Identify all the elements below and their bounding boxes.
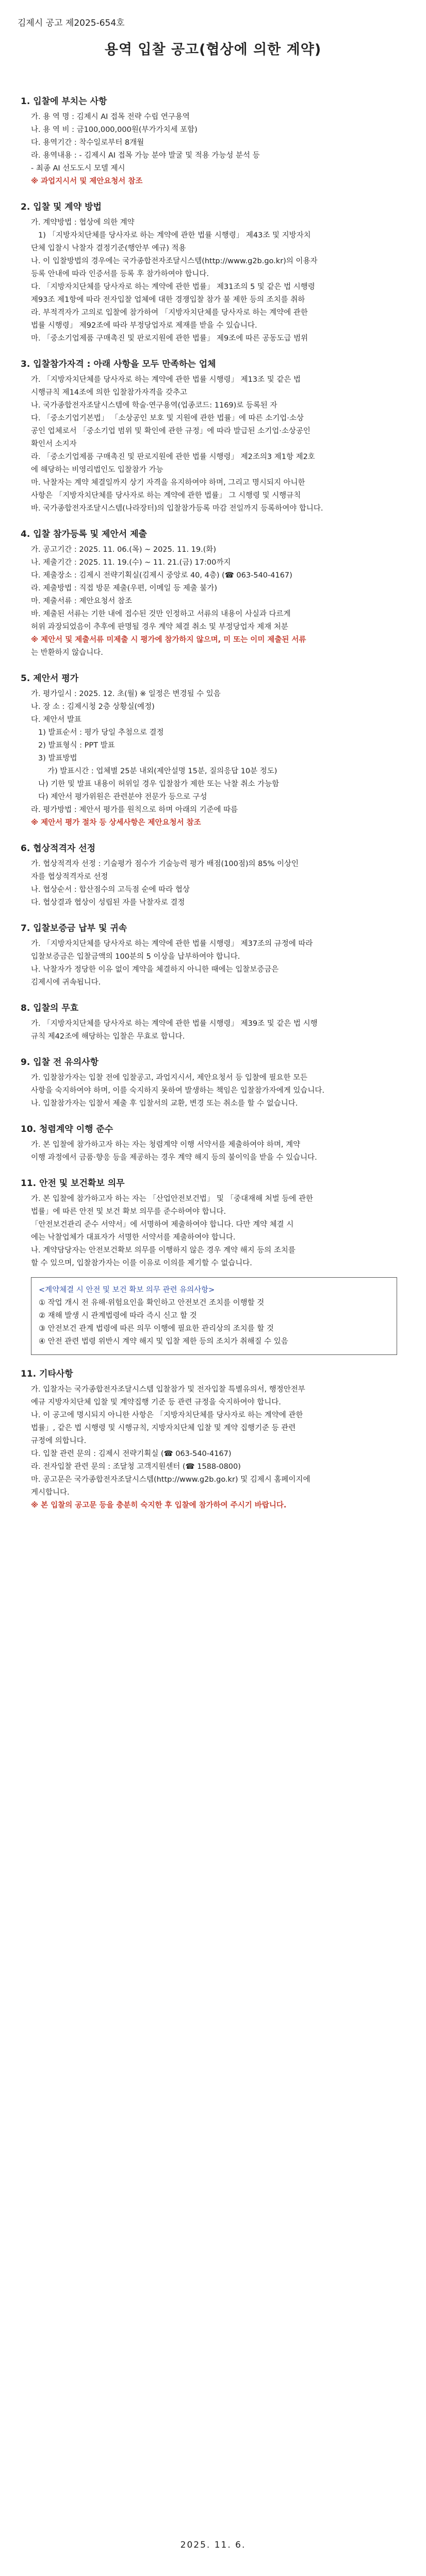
section-line: 3) 발표방법 <box>38 754 77 762</box>
notice-body <box>21 82 405 1512</box>
section-line: 라. 전자입찰 관련 문의 : 조달청 고객지원센터 (☎ 1588-0800) <box>31 1463 241 1471</box>
section-title: 9. 입찰 전 유의사항 <box>21 1057 99 1067</box>
section <box>21 357 405 515</box>
section-line: 1) 발표순서 : 평가 당일 추첨으로 결정 <box>38 728 164 737</box>
section-line: 마. 제출서류 : 제안요청서 참조 <box>31 597 133 605</box>
section-line: 다. 제출장소 : 김제시 전략기획실(김제시 중앙로 40, 4층) (☎ 063-540-4167) <box>31 571 292 580</box>
section-line: 마. 「중소기업제품 구매촉진 및 판로지원에 관한 법률」 제9조에 따른 공동도급 범위 <box>31 334 308 343</box>
section-line: 나. 장 소 : 김제시청 2층 상황실(예정) <box>31 703 155 711</box>
box-line: ③ 안전보건 관계 법령에 따른 의무 이행에 필요한 관리상의 조치를 할 것 <box>39 1325 274 1333</box>
section <box>21 94 405 188</box>
section-line: 나. 이 공고에 명시되지 아니한 사항은 「지방자치단체를 당사자로 하는 계약에 관한 <box>31 1411 303 1419</box>
section-line: - 최종 AI 선도도시 모델 제시 <box>31 164 125 173</box>
section <box>21 1055 405 1110</box>
notice-box <box>31 1277 397 1355</box>
section-line: 가. 「지방자치단체를 당사자로 하는 계약에 관한 법률 시행령」 제13조 및 같은 법 <box>31 376 301 384</box>
section-line: 라. 용역내용 : - 김제시 AI 접목 가능 분야 발굴 및 적용 가능성 분석 등 <box>31 151 260 160</box>
section-line: 에 해당하는 비영리법인도 입찰참가 가능 <box>31 466 163 474</box>
section-line: 「안전보건관리 준수 서약서」에 서명하여 제출하여야 합니다. 다만 계약 체결 시 <box>31 1221 294 1229</box>
section-line: 가. 입찰참가자는 입찰 전에 입찰공고, 과업지시서, 제안요청서 등 입찰에 필요한 모든 <box>31 1074 308 1082</box>
section-title: 6. 협상적격자 선정 <box>21 843 96 854</box>
section-line: 제93조 제1항에 따라 전자입찰 업체에 대한 경쟁입찰 참가 불 제한 등의 조치를 취하 <box>31 296 305 304</box>
section-title: 11. 기타사항 <box>21 1369 73 1379</box>
section-line: 라. 부적격자가 고의로 입찰에 참가하여 「지방자치단체를 당사자로 하는 계약에 관한 <box>31 309 308 317</box>
section <box>21 199 405 345</box>
section-line: 허위 과장되었음이 추후에 판명될 경우 계약 체결 취소 및 부정당업자 제재 처분 <box>31 623 288 631</box>
box-line: ① 작업 개시 전 유해·위험요인을 확인하고 안전보건 조치를 이행할 것 <box>39 1299 265 1307</box>
section-line: 법률」에 따른 안전 및 보건 확보 의무를 준수하여야 합니다. <box>31 1208 226 1216</box>
section-line: 단체 입찰시 낙찰자 결정기준(행안부 예규) 적용 <box>31 244 186 252</box>
section-line: 공인 업체로서 「중소기업 범위 및 확인에 관한 규정」에 따라 발급된 소기업·소상공인 <box>31 427 310 435</box>
section-line: 법률」, 같은 법 시행령 및 시행규칙, 지방자치단체 입찰 및 계약 집행기준 등 관련 <box>31 1424 296 1432</box>
section-line: ※ 과업지시서 및 제안요청서 참조 <box>31 177 143 185</box>
section-line: 바. 국가종합전자조달시스템(나라장터)의 입찰참가등록 마감 전일까지 등록하여야 합니다. <box>31 504 323 513</box>
section-line: 가. 「지방자치단체를 당사자로 하는 계약에 관한 법률 시행령」 제39조 및 같은 법 시행 <box>31 1020 318 1028</box>
section-line: 바. 제출된 서류는 기한 내에 접수된 것만 인정하고 서류의 내용이 사실과 다르게 <box>31 610 291 618</box>
section-title: 3. 입찰참가자격 : 아래 사항을 모두 만족하는 업체 <box>21 359 216 369</box>
section-title: 4. 입찰 참가등록 및 제안서 제출 <box>21 529 147 539</box>
section-line: ※ 본 입찰의 공고문 등을 충분히 숙지한 후 입찰에 참가하여 주시기 바랍니다. <box>31 1501 287 1510</box>
section <box>21 1122 405 1164</box>
section <box>21 1176 405 1218</box>
section-line: 라. 제출방법 : 직접 방문 제출(우편, 이메일 등 제출 불가) <box>31 584 218 592</box>
section-line: 가. 입찰자는 국가종합전자조달시스템 입찰참가 및 전자입찰 특별유의서, 행정안전부 <box>31 1385 305 1394</box>
section-line: 마. 공고문은 국가종합전자조달시스템(http://www.g2b.go.kr) 및 김제시 홈페이지에 <box>31 1476 310 1484</box>
section-title: 11. 안전 및 보건확보 의무 <box>21 1178 125 1189</box>
section-line: 에는 낙찰업체가 대표자가 서명한 서약서를 제출하여야 합니다. <box>31 1233 236 1242</box>
section-line: 라. 평가방법 : 제안서 평가를 원칙으로 하며 아래의 기준에 따름 <box>31 806 238 814</box>
section-line: 가. 공고기간 : 2025. 11. 06.(목) ~ 2025. 11. 19.(화) <box>31 546 217 554</box>
section-line: ※ 제안서 평가 절차 등 상세사항은 제안요청서 참조 <box>31 819 201 827</box>
section-line: 나. 국가종합전자조달시스템에 학술·연구용역(업종코드: 1169)로 등록된 자 <box>31 401 277 410</box>
section <box>21 1218 405 1355</box>
section-line: 다. 「지방자치단체를 당사자로 하는 계약에 관한 법률」 제31조의 5 및 같은 법 시행령 <box>31 283 315 291</box>
section <box>21 921 405 989</box>
section-line: 법률 시행령」 제92조에 따라 부정당업자로 제재를 받을 수 있습니다. <box>31 321 257 330</box>
section-line: 이행 과정에서 금품·향응 등을 제공하는 경우 계약 해지 등의 불이익을 받을 수 있습니다. <box>31 1154 317 1162</box>
section-line: 는 반환하지 않습니다. <box>31 649 103 657</box>
box-line: ② 재해 발생 시 관계법령에 따라 즉시 신고 할 것 <box>39 1312 197 1320</box>
section-line: 나. 낙찰자가 정당한 이유 없이 계약을 체결하지 아니한 때에는 입찰보증금은 <box>31 965 279 974</box>
section-line: 나. 이 입찰방법의 경우에는 국가종합전자조달시스템(http://www.g2b.go.kr)의 이용자 <box>31 257 318 265</box>
section-line: 나. 협상순서 : 합산점수의 고득점 순에 따라 협상 <box>31 886 190 894</box>
section-line: 가. 용 역 명 : 김제시 AI 접목 전략 수립 연구용역 <box>31 113 190 121</box>
section-line: 라. 「중소기업제품 구매촉진 및 판로지원에 관한 법률 시행령」 제2조의3 제1항 제2호 <box>31 453 315 461</box>
section-line: 확인서 소지자 <box>31 440 77 448</box>
section-line: 입찰보증금은 입찰금액의 100분의 5 이상을 납부하여야 합니다. <box>31 953 240 961</box>
section-line: 가) 발표시간 : 업체별 25분 내외(제안설명 15분, 질의응답 10분 정도) <box>47 767 277 775</box>
section-line: 게시합니다. <box>31 1488 70 1497</box>
section-line: 1) 「지방자치단체를 당사자로 하는 계약에 관한 법률 시행령」 제43조 및 지방자치 <box>38 231 311 240</box>
section-line: 사항을 숙지하여야 하며, 이를 숙지하지 못하여 발생하는 책임은 입찰참가자에게 있습니다. <box>31 1087 324 1095</box>
page-title: 용역 입찰 공고(협상에 의한 계약) <box>104 42 322 58</box>
section-line: 다) 제안서 평가위원은 관련분야 전문가 등으로 구성 <box>38 793 207 801</box>
section-line: 다. 협상결과 협상이 성립된 자를 낙찰자로 결정 <box>31 899 185 907</box>
section-line: 나. 입찰참가자는 입찰서 제출 후 입찰서의 교환, 변경 또는 취소를 할 수 없습니다. <box>31 1099 298 1108</box>
section-line: 가. 본 입찰에 참가하고자 하는 자는 「산업안전보건법」 및 「중대재해 처벌 등에 관한 <box>31 1195 314 1203</box>
section-line: 김제시에 귀속됩니다. <box>31 978 101 987</box>
section-title: 2. 입찰 및 계약 방법 <box>21 202 102 212</box>
section-line: 다. 용역기간 : 착수일로부터 8개월 <box>31 139 144 147</box>
section-line: 마. 낙찰자는 계약 체결일까지 상기 자격을 유지하여야 하며, 그리고 명시되지 아니한 <box>31 479 305 487</box>
notice-number: 김제시 공고 제2025-654호 <box>18 18 125 28</box>
section-title: 1. 입찰에 부치는 사항 <box>21 96 107 107</box>
section-line: 가. 평가일시 : 2025. 12. 초(월) ※ 일정은 변경될 수 있음 <box>31 690 221 698</box>
section-line: 사항은 「지방자치단체를 당사자로 하는 계약에 관한 법률」 그 시행령 및 시행규칙 <box>31 492 301 500</box>
section <box>21 671 405 829</box>
section-line: 규칙 제42조에 해당하는 입찰은 무효로 합니다. <box>31 1032 185 1041</box>
section <box>21 1001 405 1043</box>
section-line: 규정에 의합니다. <box>31 1437 87 1445</box>
section-title: 8. 입찰의 무효 <box>21 1003 79 1013</box>
section-line: 2) 발표형식 : PPT 발표 <box>38 741 115 750</box>
section-line: 다. 제안서 발표 <box>31 716 81 724</box>
section <box>21 527 405 659</box>
section-line: ※ 제안서 및 제출서류 미제출 시 평가에 참가하지 않으며, 미 또는 이미 제출된 서류 <box>31 636 306 644</box>
section-line: 자를 협상적격자로 선정 <box>31 873 108 881</box>
section-line: 다. 「중소기업기본법」 「소상공인 보호 및 지원에 관한 법률」에 따른 소기업·소상 <box>31 414 304 422</box>
section-line: 가. 계약방법 : 협상에 의한 계약 <box>31 218 135 227</box>
box-line: ④ 안전 관련 법령 위반시 계약 해지 및 입찰 제한 등의 조치가 취해질 수 있음 <box>39 1337 288 1346</box>
section-line: 나. 용 역 비 : 금100,000,000원(부가가치세 포함) <box>31 126 198 134</box>
section-title: 7. 입찰보증금 납부 및 귀속 <box>21 923 127 934</box>
section-line: 나) 기한 및 발표 내용이 허위일 경우 입찰참가 제한 또는 낙찰 취소 가능함 <box>38 780 280 788</box>
section-line: 등록 안내에 따라 인증서를 등록 후 참가하여야 합니다. <box>31 270 209 278</box>
section-line: 예규 지방자치단체 입찰 및 계약집행 기준 등 관련 규정을 숙지하여야 합니다. <box>31 1398 281 1406</box>
section <box>21 1366 405 1512</box>
section-line: 할 수 있으며, 입찰참가자는 이를 이유로 이의를 제기할 수 없습니다. <box>31 1259 252 1267</box>
section-line: 가. 「지방자치단체를 당사자로 하는 계약에 관한 법률 시행령」 제37조의 규정에 따라 <box>31 940 313 948</box>
section-line: 가. 협상적격자 선정 : 기술평가 점수가 기술능력 평가 배점(100점)의 85% 이상인 <box>31 860 299 868</box>
section-line: 나. 제출기간 : 2025. 11. 19.(수) ~ 11. 21.(금) 17:00까지 <box>31 558 231 567</box>
notice-date: 2025. 11. 6. <box>180 2540 246 2550</box>
box-line: <계약체결 시 안전 및 보건 확보 의무 관련 유의사항> <box>39 1286 215 1294</box>
section-line: 가. 본 입찰에 참가하고자 하는 자는 청렴계약 이행 서약서를 제출하여야 하며, 계약 <box>31 1141 301 1149</box>
section-title: 10. 청렴계약 이행 준수 <box>21 1124 113 1134</box>
section-line: 시행규칙 제14조에 의한 입찰참가자격을 갖추고 <box>31 388 188 397</box>
section-title: 5. 제안서 평가 <box>21 673 79 684</box>
section-line: 나. 계약담당자는 안전보건확보 의무를 이행하지 않은 경우 계약 해지 등의 조치를 <box>31 1246 296 1255</box>
section-line: 다. 입찰 관련 문의 : 김제시 전략기획실 (☎ 063-540-4167) <box>31 1450 232 1458</box>
section <box>21 841 405 909</box>
